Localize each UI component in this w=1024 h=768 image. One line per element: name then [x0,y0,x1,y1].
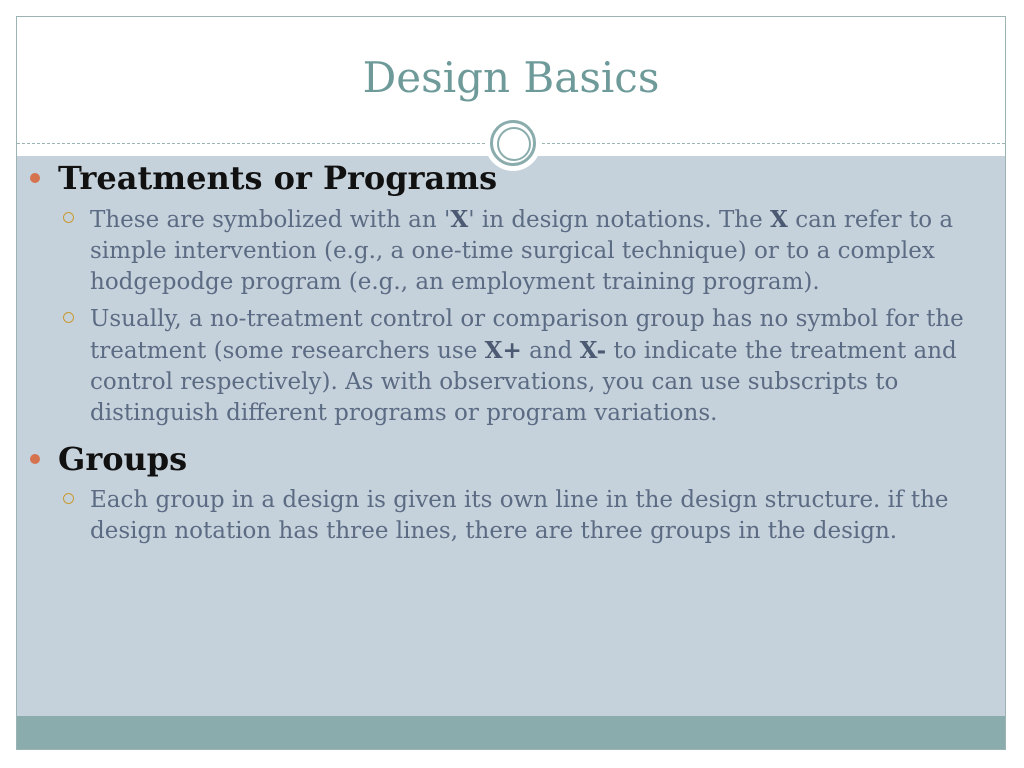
sub-bullet-group-lines [28,485,968,547]
symbol-x: X [770,206,788,233]
sub-bullet-control-group [28,304,968,429]
sub-bullet-text [90,304,968,429]
text-run: These are symbolized with an ' [90,207,451,233]
hollow-circle-bullet-icon [63,312,74,323]
sub-bullet-x-symbol [28,204,968,298]
circle-ornament-inner [497,127,531,161]
text-run: can refer to a simple intervention (e.g., a one-time surgical technique) or to a complex hodgepodge program (e.g., an employment training program). [90,207,954,295]
bullet-dot-icon [30,173,40,183]
hollow-circle-bullet-icon [63,493,74,504]
bullet-groups [28,439,968,479]
bullet-list [28,158,968,547]
bullet-treatments [28,158,968,198]
bullet-heading: Groups [58,440,188,478]
footer-bar [17,716,1005,750]
sub-bullet-text: Each group in a design is given its own line in the design structure. if the design notation has three lines, there are three groups in the design. [90,487,949,544]
slide-title: Design Basics [362,53,660,102]
symbol-x-minus: X- [579,337,607,364]
bullet-dot-icon [30,454,40,464]
text-run: to indicate the treatment and control respectively). As with observations, you can use subscripts to distinguish different programs or program variations. [90,338,957,426]
text-run: Usually, a no-treatment control or comparison group has no symbol for the treatment (some researchers use [90,306,964,364]
hollow-circle-bullet-icon [63,212,74,223]
text-run: ' in design notations. The [468,207,771,233]
text-run: and [521,338,580,364]
symbol-x-plus: X+ [484,337,522,364]
bullet-heading: Treatments or Programs [58,159,498,197]
sub-bullet-text [90,204,968,298]
symbol-x: X [450,206,469,233]
